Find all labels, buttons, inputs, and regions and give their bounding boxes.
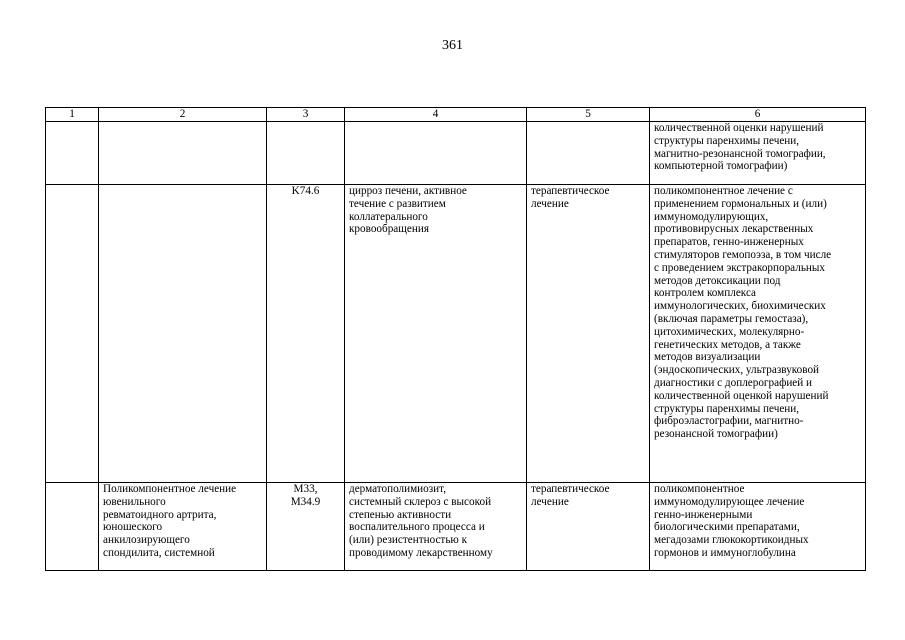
treatment-type-cell: терапевтическое лечение	[527, 185, 650, 483]
row-number-cell	[46, 122, 99, 185]
icd-code-cell: K74.6	[267, 185, 345, 483]
patient-model-cell: дерматополимиозит, системный склероз с высокой степенью активности воспалительного процесса и (или) резистентностью к проводимому лекарственному	[345, 483, 527, 571]
care-type-cell	[99, 185, 267, 483]
medical-care-table	[45, 107, 866, 571]
treatment-method-cell: поликомпонентное лечение с применением гормональных и (или) иммуномодулирующих, противовирусных лекарственных препаратов, генно-инженерных стимуляторов гемопоэза, в том числе с проведением экстракорпоральных методов детоксикации под контролем комплекса иммунологических, биохимических (включая параметры гемостаза), цитохимических, молекулярно- генетических методов, а также методов визуализации (эндоскопических, ультразвуковой диагностики с доплерографией и количественной оценкой нарушений структуры паренхимы печени, фиброэластографии, магнитно- резонансной томографии)	[650, 185, 866, 483]
table-row	[46, 122, 866, 185]
column-number-row	[46, 108, 866, 122]
patient-model-cell	[345, 122, 527, 185]
icd-code-cell: M33, M34.9	[267, 483, 345, 571]
column-header: 3	[267, 108, 345, 122]
row-number-cell	[46, 185, 99, 483]
treatment-type-cell: терапевтическое лечение	[527, 483, 650, 571]
patient-model-cell: цирроз печени, активное течение с развитием коллатерального кровообращения	[345, 185, 527, 483]
column-header: 4	[345, 108, 527, 122]
treatment-method-cell: поликомпонентное иммуномодулирующее лечение генно-инженерными биологическими препаратами, мегадозами глюкокортикоидных гормонов и иммуноглобулина	[650, 483, 866, 571]
treatment-type-cell	[527, 122, 650, 185]
row-number-cell	[46, 483, 99, 571]
column-header: 5	[527, 108, 650, 122]
table-row	[46, 185, 866, 483]
table-row	[46, 483, 866, 571]
care-type-cell: Поликомпонентное лечение ювенильного ревматоидного артрита, юношеского анкилозирующего спондилита, системной	[99, 483, 267, 571]
column-header: 2	[99, 108, 267, 122]
column-header: 6	[650, 108, 866, 122]
icd-code-cell	[267, 122, 345, 185]
column-header: 1	[46, 108, 99, 122]
care-type-cell	[99, 122, 267, 185]
page-number: 361	[442, 38, 463, 53]
treatment-method-cell: количественной оценки нарушений структуры паренхимы печени, магнитно-резонансной томографии, компьютерной томографии)	[650, 122, 866, 185]
